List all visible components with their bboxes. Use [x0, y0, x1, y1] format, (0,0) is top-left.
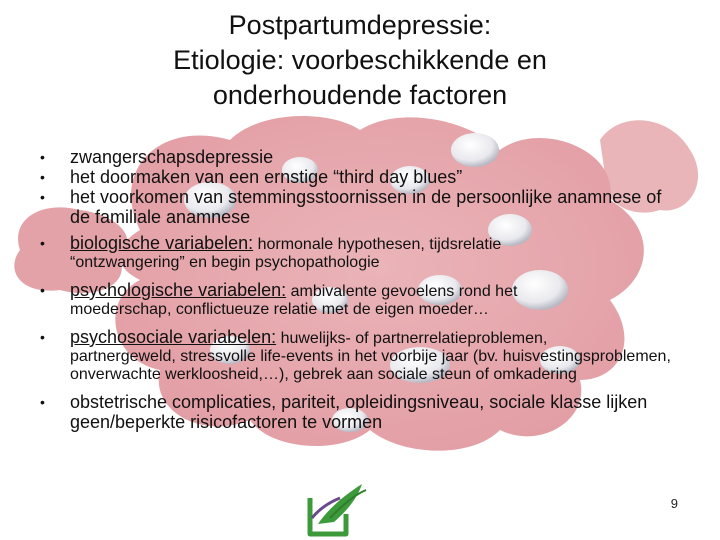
bullet-dot-icon: • [40, 189, 45, 205]
bullet-list [30, 147, 680, 432]
bullet-dot-icon: • [40, 169, 45, 185]
page-number: 9 [670, 496, 678, 511]
bullet-text: het voorkomen van stemmingsstoornissen in de persoonlijke anamnese of de familiale anamnese [70, 187, 662, 227]
bullet-text: huwelijks- of partnerrelatieproblemen, [276, 330, 548, 347]
bullet-dot-icon: • [40, 235, 45, 251]
bullet-label: psychologische variabelen: [70, 280, 287, 300]
bullet-continuation: “ontzwangering” en begin psychopathologie [70, 254, 380, 271]
bullet-item [30, 392, 680, 432]
bullet-label: biologische variabelen: [70, 233, 254, 253]
bullet-continuation: partnergeweld, stressvolle life-events in het voorbije jaar (bv. huisvestingsproblemen, onverwachte werkloosheid,…), gebrek aan sociale steun of omkadering [70, 348, 671, 383]
bullet-text: het doormaken van een ernstige “third day blues” [70, 167, 463, 187]
title-line: Etiologie: voorbeschikkende en [173, 45, 547, 75]
bullet-item [30, 167, 680, 187]
bullet-dot-icon: • [40, 149, 45, 165]
bullet-item [30, 233, 680, 272]
bullet-item [30, 327, 680, 384]
title-line: onderhoudende factoren [212, 80, 508, 110]
bullet-item [30, 187, 680, 227]
slide-title [60, 8, 660, 113]
logo-icon [300, 478, 380, 540]
bullet-text: hormonale hypothesen, tijdsrelatie [253, 236, 502, 253]
bullet-dot-icon: • [40, 329, 45, 345]
title-line: Postpartumdepressie: [228, 10, 492, 40]
bullet-item [30, 147, 680, 167]
bullet-dot-icon: • [40, 394, 45, 410]
bullet-item [30, 280, 680, 319]
bullet-dot-icon: • [40, 282, 45, 298]
bullet-label: psychosociale variabelen: [70, 327, 277, 347]
bullet-text: ambivalente gevoelens rond het [286, 283, 518, 300]
bullet-text: zwangerschapsdepressie [70, 147, 274, 167]
bullet-text: obstetrische complicaties, pariteit, opleidingsniveau, sociale klasse lijken geen/beperkte risicofactoren te vormen [70, 392, 648, 432]
bullet-continuation: moederschap, conflictueuze relatie met de eigen moeder… [70, 301, 489, 318]
